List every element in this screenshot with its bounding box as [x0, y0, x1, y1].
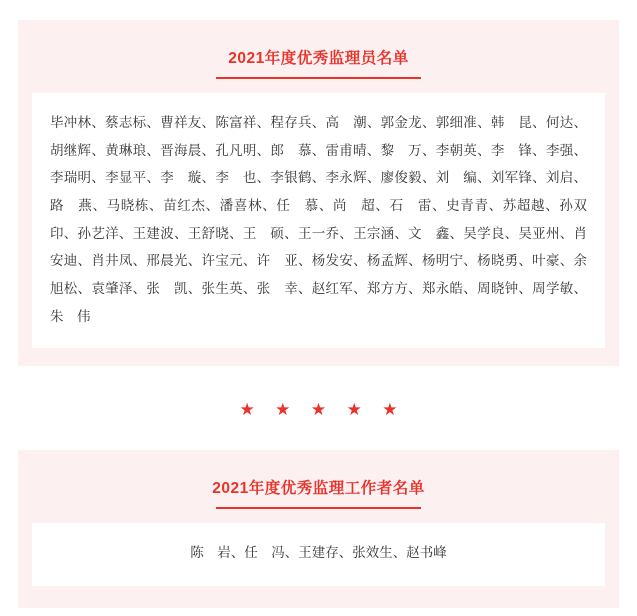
- panel-title-supervisors: 2021年度优秀监理员名单: [228, 50, 409, 67]
- names-list-workers: 陈 岩、任 冯、王建存、张效生、赵书峰: [32, 523, 605, 585]
- star-icon: ★: [275, 400, 291, 420]
- star-icon: ★: [239, 400, 255, 420]
- star-icon: ★: [346, 400, 362, 420]
- honor-list-panel-supervisors: [18, 20, 619, 366]
- panel-title-workers: 2021年度优秀监理工作者名单: [212, 480, 425, 498]
- star-divider: [0, 366, 637, 450]
- star-icon: ★: [382, 400, 398, 420]
- names-list-supervisors: 毕冲林、蔡志标、曹祥友、陈富祥、程存兵、高 潮、郭金龙、郭细准、韩 昆、何达、胡继辉、黄琳琅、晋海晨、孔凡明、郎 慕、雷甫晴、黎 万、李朝英、李 锋、李强、李瑞明、李显平、李 璇、李 也、李银鹤、李永辉、廖俊毅、刘 编、刘军锋、刘启、路 燕、马晓栋、苗红杰、潘喜林、任 慕、尚 超、石 雷、史青青、苏超越、孙双印、孙艺洋、王建波、王舒晓、王 硕、王一乔、王宗涵、文 鑫、吴学良、吴亚州、肖安迪、肖井凤、邢晨光、许宝元、许 亚、杨发安、杨孟辉、杨明宁、杨晓勇、叶豪、余旭松、袁肇泽、张 凯、张生英、张 幸、赵红军、郑方方、郑永皓、周晓钟、周学敏、朱 伟: [32, 93, 605, 348]
- title-underline-workers: [216, 507, 421, 509]
- star-icon: ★: [310, 400, 327, 420]
- honor-list-panel-workers: [18, 450, 619, 607]
- top-spacer: [0, 0, 637, 20]
- title-underline-supervisors: [216, 77, 421, 79]
